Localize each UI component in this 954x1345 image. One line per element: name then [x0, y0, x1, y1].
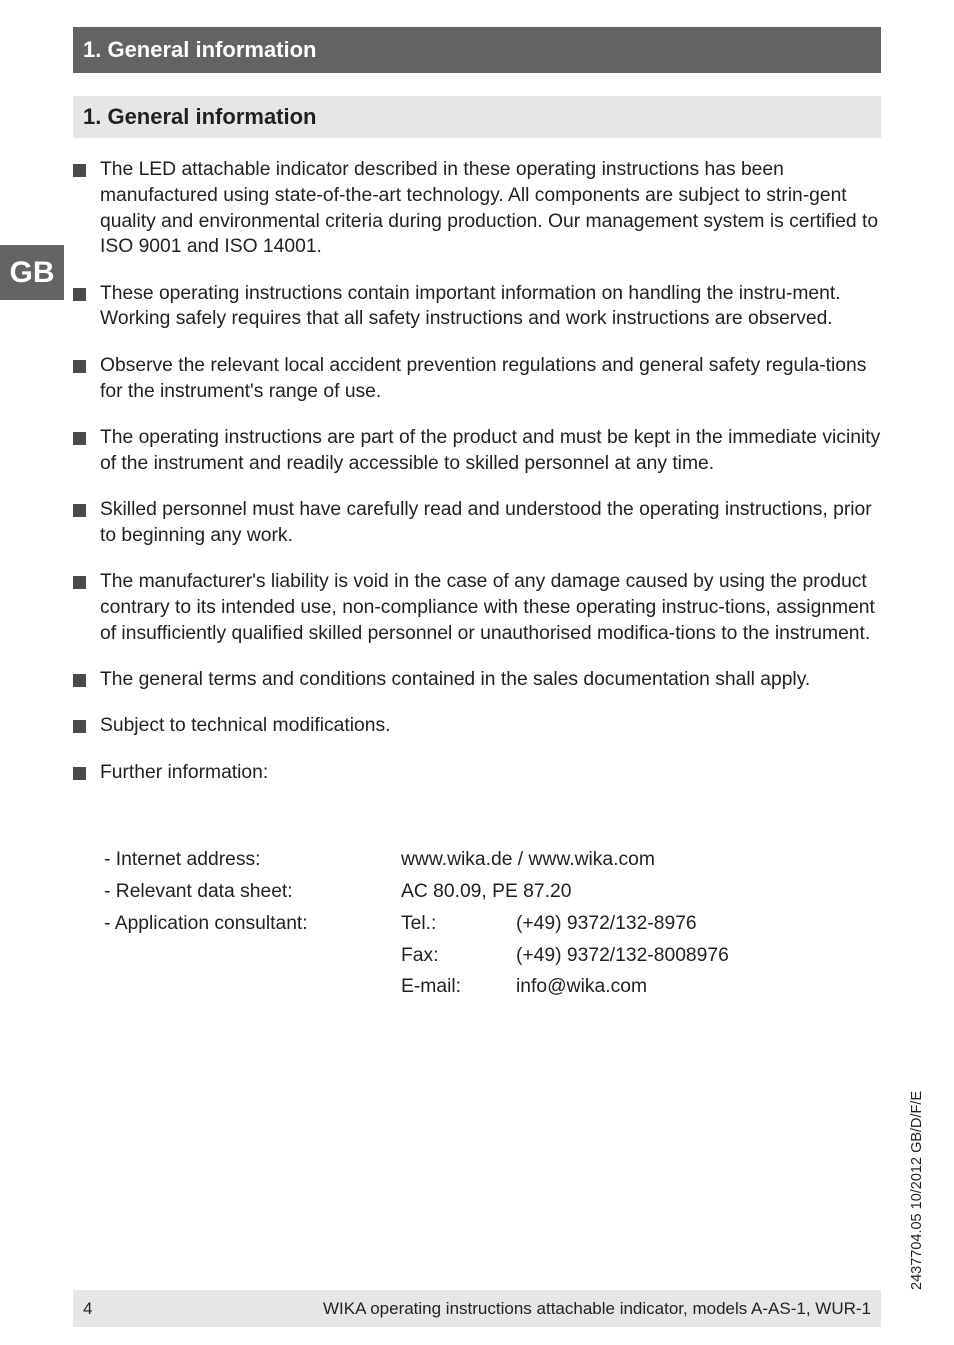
fax-value: (+49) 9372/132-8008976 — [516, 945, 729, 966]
datasheet-label: - Relevant data sheet: — [104, 881, 293, 902]
email-value: info@wika.com — [516, 976, 648, 997]
list-item — [73, 353, 885, 405]
list-item — [73, 713, 885, 739]
section-heading — [73, 96, 881, 138]
square-bullet-icon — [73, 164, 86, 177]
square-bullet-icon — [73, 576, 86, 589]
list-item-text: Further information: — [100, 761, 269, 783]
internet-label: - Internet address: — [104, 849, 261, 870]
square-bullet-icon — [73, 674, 86, 687]
list-item-text: Skilled personnel must have carefully read and understood the operating instructions, prior to beginning any work. — [100, 498, 872, 546]
square-bullet-icon — [73, 360, 86, 373]
bullet-list — [73, 157, 885, 806]
internet-value: www.wika.de / www.wika.com — [401, 849, 655, 870]
list-item — [73, 667, 885, 693]
tel-label: Tel.: — [401, 913, 437, 934]
list-item — [73, 157, 885, 260]
list-item-text: These operating instructions contain important information on handling the instru-ment. Working safely requires that all safety instructions and work instructions are observed. — [100, 282, 841, 330]
list-item-text: The manufacturer's liability is void in the case of any damage caused by using the product contrary to its intended use, non-compliance with these operating instruc-tions, assignment of insufficiently qualified skilled personnel or unauthorised modifica-tions to the instrument. — [100, 571, 875, 644]
list-item — [73, 760, 885, 786]
footer-text: WIKA operating instructions attachable indicator, models A-AS-1, WUR-1 — [322, 1298, 871, 1318]
datasheet-value: AC 80.09, PE 87.20 — [401, 881, 572, 902]
section-title: 1. General information — [83, 104, 317, 129]
list-item-text: Subject to technical modifications. — [100, 715, 391, 737]
running-header — [73, 27, 881, 73]
language-tab-label: GB — [9, 255, 55, 289]
document-code: 2437704.05 10/2012 GB/D/F/E — [909, 1090, 925, 1290]
list-item — [73, 497, 885, 549]
list-item-text: The LED attachable indicator described in these operating instructions has been manufactured using state-of-the-art technology. All components are subject to strin-gent quality and environmental criteria during production. Our management system is certified to ISO 9001 and ISO 14001. — [100, 159, 879, 258]
list-item-text: Observe the relevant local accident prevention regulations and general safety regula-tions for the instrument's range of use. — [100, 354, 867, 402]
list-item-text: The operating instructions are part of the product and must be kept in the immediate vicinity of the instrument and readily accessible to skilled personnel at any time. — [100, 426, 881, 474]
list-item-text: The general terms and conditions contained in the sales documentation shall apply. — [100, 668, 811, 690]
running-header-title: 1. General information — [83, 37, 317, 62]
page-number: 4 — [83, 1298, 93, 1318]
email-label: E-mail: — [401, 976, 461, 997]
consultant-label: - Application consultant: — [104, 913, 308, 934]
list-item — [73, 569, 885, 646]
page-footer — [73, 1290, 881, 1327]
square-bullet-icon — [73, 720, 86, 733]
fax-label: Fax: — [401, 945, 439, 966]
language-tab — [0, 245, 64, 300]
square-bullet-icon — [73, 767, 86, 780]
square-bullet-icon — [73, 504, 86, 517]
list-item — [73, 281, 885, 333]
square-bullet-icon — [73, 432, 86, 445]
square-bullet-icon — [73, 288, 86, 301]
tel-value: (+49) 9372/132-8976 — [516, 913, 697, 934]
list-item — [73, 425, 885, 477]
